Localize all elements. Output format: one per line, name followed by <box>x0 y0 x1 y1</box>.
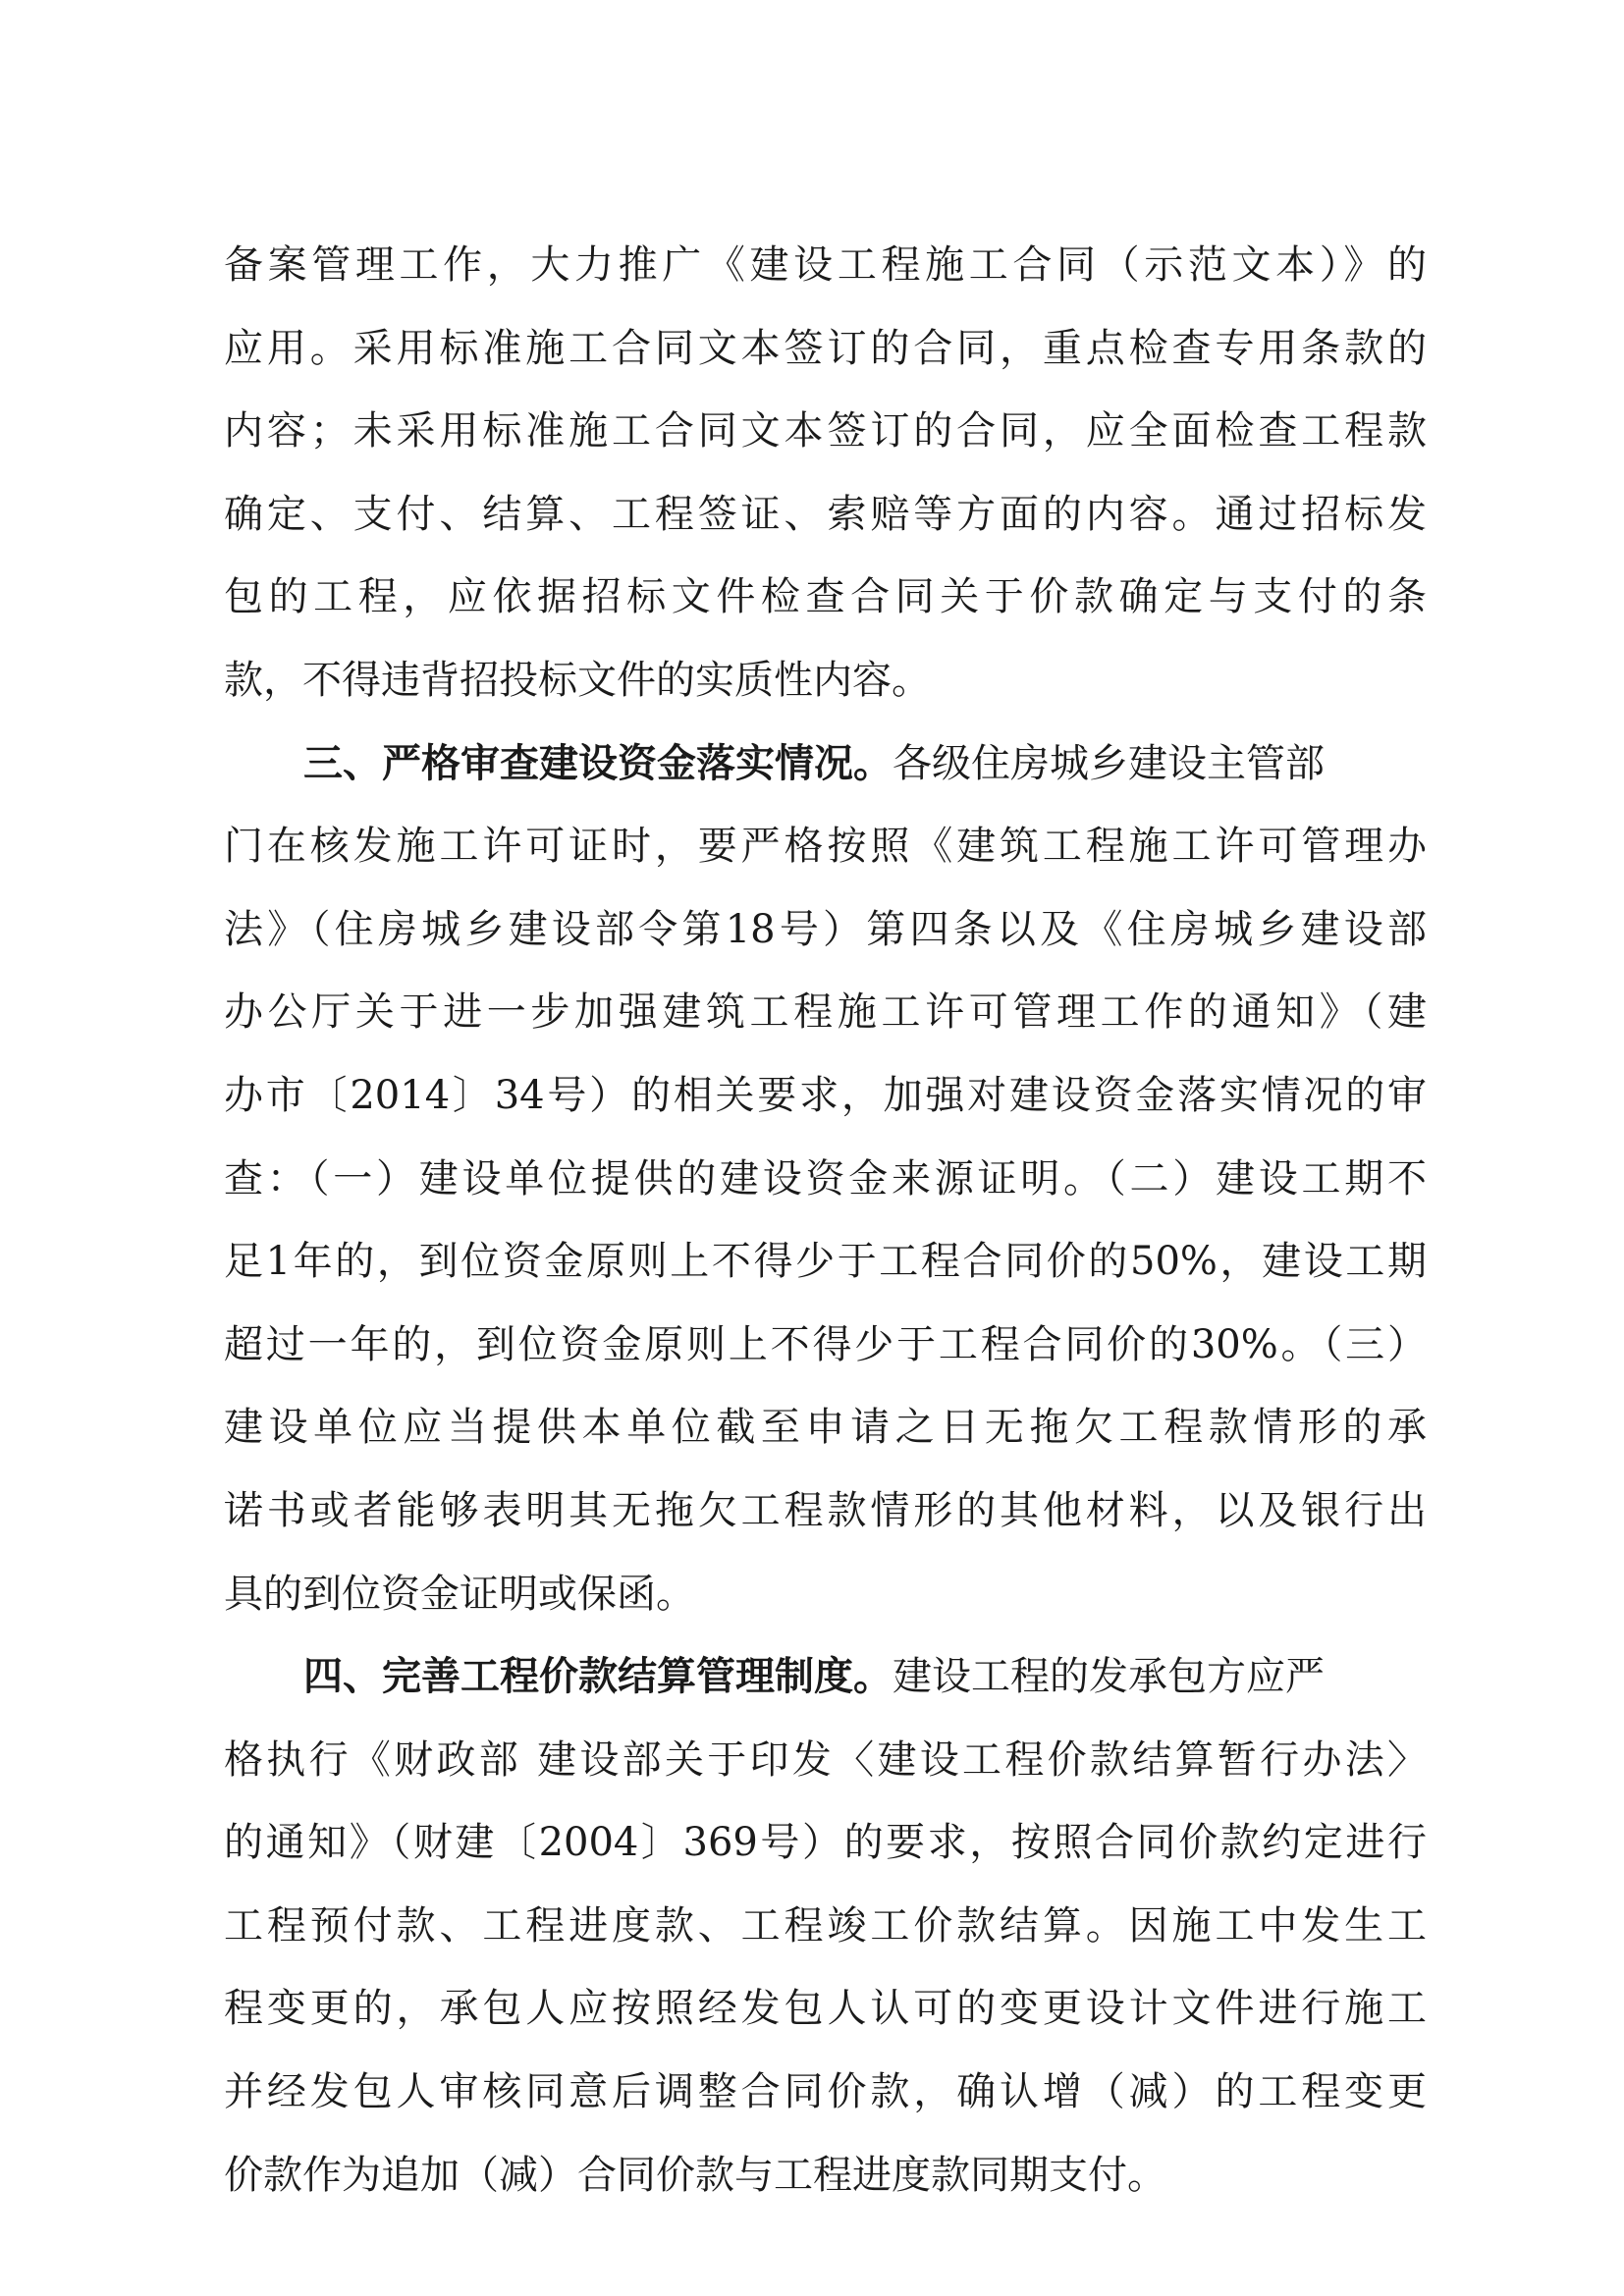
paragraph-2-line-4: 确定、支付、结算、工程签证、索赔等方面的内容。通过招标发 <box>224 491 1427 537</box>
section-3-line-5: 办市〔2014〕34号）的相关要求，加强对建设资金落实情况的审 <box>224 1072 1427 1118</box>
section-3-line-9: 建设单位应当提供本单位截至申请之日无拖欠工程款情形的承 <box>224 1405 1427 1451</box>
section-3-line-11: 具的到位资金证明或保函。 <box>224 1571 695 1617</box>
section-4-line-6: 并经发包人审核同意后调整合同价款，确认增（减）的工程变更 <box>224 2069 1427 2115</box>
document-body <box>224 224 1427 2216</box>
section-3-first-line-text: 各级住房城乡建设主管部 <box>893 740 1325 786</box>
paragraph-2-line-1: 备案管理工作，大力推广《建设工程施工合同（示范文本）》的 <box>224 242 1427 288</box>
section-4-line-5: 程变更的，承包人应按照经发包人认可的变更设计文件进行施工 <box>224 1986 1427 2032</box>
section-3-line-2: 门在核发施工许可证时，要严格按照《建筑工程施工许可管理办 <box>224 824 1427 870</box>
section-3-line-6: 查：（一）建设单位提供的建设资金来源证明。（二）建设工期不 <box>224 1155 1427 1201</box>
section-3-line-7: 足1年的，到位资金原则上不得少于工程合同价的50%，建设工期 <box>224 1239 1427 1285</box>
paragraph-2-line-2: 应用。采用标准施工合同文本签订的合同，重点检查专用条款的 <box>224 325 1427 371</box>
section-3-line-10: 诺书或者能够表明其无拖欠工程款情形的其他材料，以及银行出 <box>224 1487 1427 1533</box>
section-3-line-3: 法》（住房城乡建设部令第18号）第四条以及《住房城乡建设部 <box>224 906 1427 952</box>
section-4-line-4: 工程预付款、工程进度款、工程竣工价款结算。因施工中发生工 <box>224 1902 1427 1949</box>
paragraph-2-line-3: 内容；未采用标准施工合同文本签订的合同，应全面检查工程款 <box>224 408 1427 454</box>
section-4-line-7: 价款作为追加（减）合同价款与工程进度款同期支付。 <box>224 2152 1166 2198</box>
section-3-heading: 三、严格审查建设资金落实情况。 <box>303 740 893 786</box>
section-3-first-line <box>224 722 1427 806</box>
section-3-line-4: 办公厅关于进一步加强建筑工程施工许可管理工作的通知》（建 <box>224 989 1427 1036</box>
section-4-heading: 四、完善工程价款结算管理制度。 <box>303 1654 893 1700</box>
paragraph-2-line-5: 包的工程，应依据招标文件检查合同关于价款确定与支付的条 <box>224 574 1427 620</box>
section-4-line-2: 格执行《财政部 建设部关于印发〈建设工程价款结算暂行办法〉 <box>224 1736 1427 1783</box>
section-4-first-line <box>224 1635 1427 1719</box>
section-4-line-3: 的通知》（财建〔2004〕369号）的要求，按照合同价款约定进行 <box>224 1820 1427 1866</box>
section-4-first-line-text: 建设工程的发承包方应严 <box>893 1654 1325 1700</box>
paragraph-2-line-6: 款，不得违背招投标文件的实质性内容。 <box>224 657 931 703</box>
section-3-line-8: 超过一年的，到位资金原则上不得少于工程合同价的30%。（三） <box>224 1321 1427 1367</box>
